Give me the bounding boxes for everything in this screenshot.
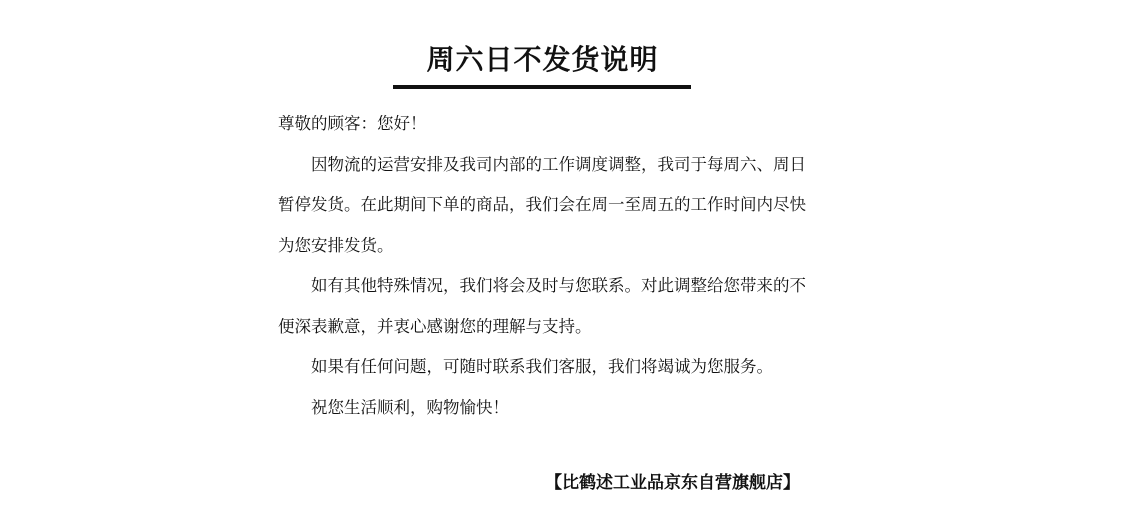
notice-title: 周六日不发货说明 bbox=[426, 43, 659, 76]
paragraph-shipping-schedule: 因物流的运营安排及我司内部的工作调度调整，我司于每周六、周日暂停发货。在此期间下单的商品，我们会在周一至周五的工作时间内尽快为您安排发货。 bbox=[278, 154, 806, 255]
notice-body bbox=[278, 104, 818, 428]
greeting: 尊敬的顾客：您好！ bbox=[278, 114, 427, 133]
paragraph-contact: 如果有任何问题，可随时联系我们客服，我们将竭诚为您服务。 bbox=[311, 357, 773, 376]
paragraph-apology: 如有其他特殊情况，我们将会及时与您联系。对此调整给您带来的不便深表歉意，并衷心感谢您的理解与支持。 bbox=[278, 276, 806, 336]
store-signature: 【比鹤述工业品京东自营旗舰店】 bbox=[545, 473, 800, 493]
paragraph-closing: 祝您生活顺利，购物愉快！ bbox=[311, 397, 509, 417]
title-underline bbox=[393, 85, 691, 89]
